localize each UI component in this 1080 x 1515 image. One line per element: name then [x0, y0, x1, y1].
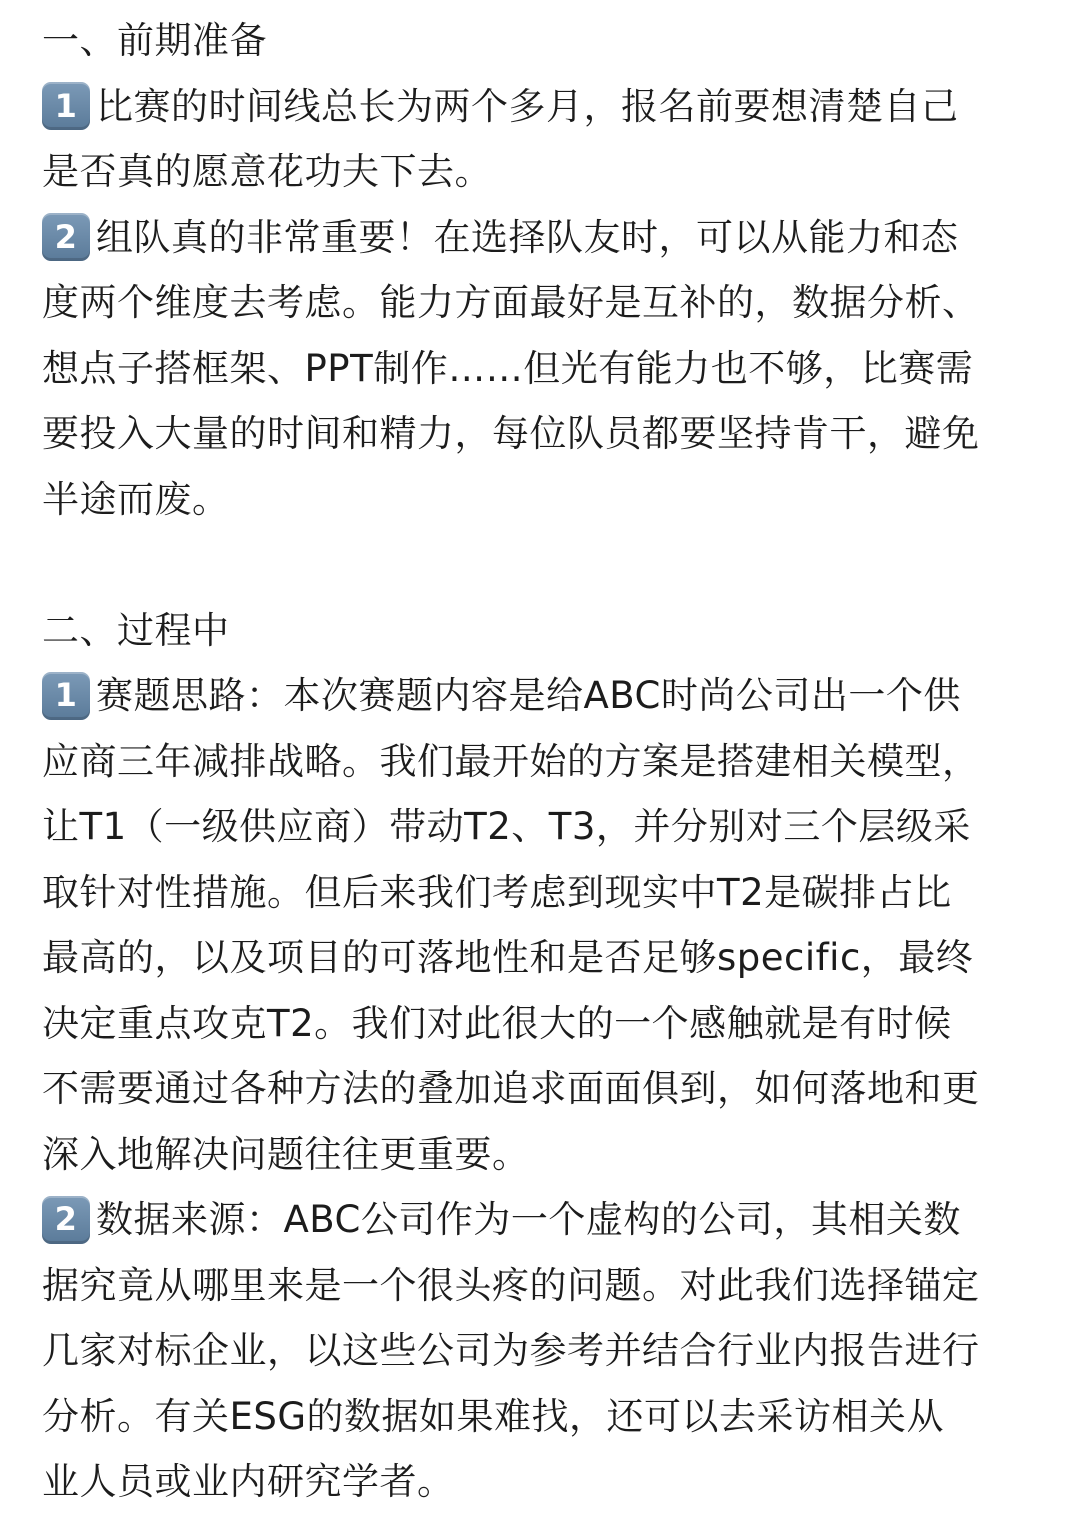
paragraph-line [42, 1318, 1042, 1384]
keycap-number-1-icon: 1 [42, 672, 90, 720]
paragraph-text: 应商三年减排战略。我们最开始的方案是搭建相关模型， [42, 739, 980, 783]
paragraph-text: 组队真的非常重要！在选择队友时，可以从能力和态 [96, 215, 959, 259]
paragraph-text: 是否真的愿意花功夫下去。 [42, 150, 492, 193]
paragraph-text: 决定重点攻克T2。我们对此很大的一个感触就是有时候 [42, 1001, 952, 1045]
spacer [42, 532, 1042, 598]
paragraph-text: 度两个维度去考虑。能力方面最好是互补的，数据分析、 [42, 281, 980, 324]
paragraph-line [42, 729, 1042, 795]
paragraph-text: 最高的，以及项目的可落地性和是否足够specific，最终 [42, 936, 974, 979]
paragraph-text: 数据来源：ABC公司作为一个虚构的公司，其相关数 [96, 1198, 961, 1241]
paragraph-line [42, 794, 1042, 860]
paragraph-line [42, 1056, 1042, 1122]
section-heading-preparation [42, 8, 1042, 74]
paragraph-line [42, 467, 1042, 533]
paragraph-text: 深入地解决问题往往更重要。 [42, 1132, 530, 1176]
paragraph-line [42, 925, 1042, 991]
keycap-number-2-icon: 2 [42, 1196, 90, 1244]
paragraph-line [42, 139, 1042, 205]
paragraph-line [42, 663, 1042, 729]
paragraph-text: 赛题思路：本次赛题内容是给ABC时尚公司出一个供 [96, 674, 961, 717]
paragraph-text: 想点子搭框架、PPT制作……但光有能力也不够，比赛需 [42, 346, 974, 390]
paragraph-line [42, 1187, 1042, 1253]
paragraph-text: 不需要通过各种方法的叠加追求面面俱到，如何落地和更 [42, 1067, 980, 1110]
paragraph-text: 据究竟从哪里来是一个很头疼的问题。对此我们选择锚定 [42, 1263, 980, 1307]
paragraph-line [42, 860, 1042, 926]
paragraph-text: 比赛的时间线总长为两个多月，报名前要想清楚自己 [96, 84, 959, 128]
paragraph-text: 取针对性措施。但后来我们考虑到现实中T2是碳排占比 [42, 870, 952, 914]
paragraph-text: 业人员或业内研究学者。 [42, 1460, 455, 1503]
paragraph-text: 几家对标企业，以这些公司为参考并结合行业内报告进行 [42, 1329, 980, 1372]
keycap-number-1-icon: 1 [42, 82, 90, 130]
paragraph-text: 半途而废。 [42, 477, 230, 521]
paragraph-line [42, 401, 1042, 467]
section-heading-process [42, 598, 1042, 664]
paragraph-line [42, 991, 1042, 1057]
paragraph-line [42, 270, 1042, 336]
paragraph-line [42, 336, 1042, 402]
paragraph-line [42, 205, 1042, 271]
paragraph-line [42, 1384, 1042, 1450]
paragraph-line [42, 74, 1042, 140]
paragraph-line [42, 1449, 1042, 1515]
paragraph-line [42, 1253, 1042, 1319]
paragraph-text: 分析。有关ESG的数据如果难找，还可以去采访相关从 [42, 1394, 945, 1438]
keycap-number-2-icon: 2 [42, 213, 90, 261]
paragraph-text: 让T1（一级供应商）带动T2、T3，并分别对三个层级采 [42, 805, 971, 848]
article [42, 8, 1042, 1515]
heading-text: 一、前期准备 [42, 19, 267, 62]
paragraph-line [42, 1122, 1042, 1188]
paragraph-text: 要投入大量的时间和精力，每位队员都要坚持肯干，避免 [42, 412, 980, 455]
heading-text: 二、过程中 [42, 608, 230, 652]
